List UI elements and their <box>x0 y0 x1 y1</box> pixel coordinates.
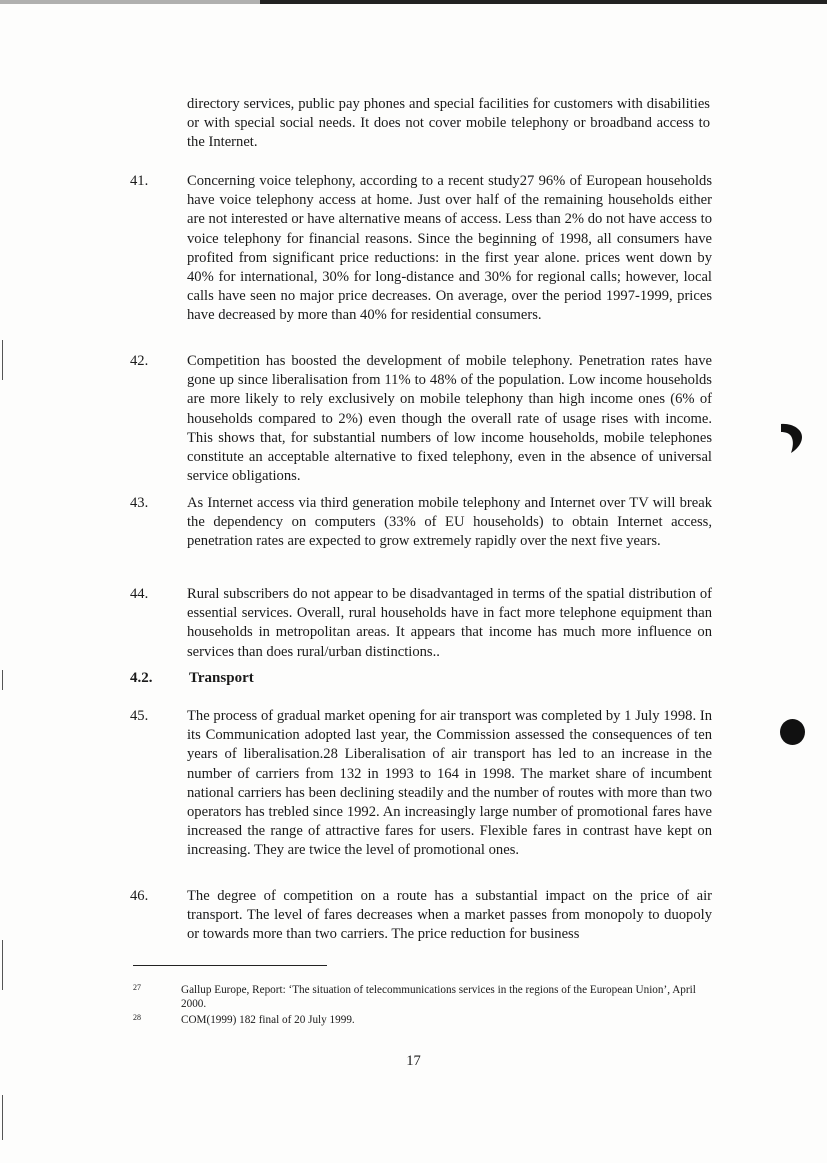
paragraph-45 <box>130 707 712 861</box>
section-number: 4.2. <box>130 670 153 686</box>
paragraph-46 <box>130 887 712 945</box>
page-number: 17 <box>406 1053 421 1069</box>
scan-edge-mark <box>2 940 3 990</box>
scan-edge-mark <box>2 340 3 380</box>
intro-paragraph: directory services, public pay phones and special facilities for customers with disabilities or with special social needs. It does not cover mobile telephony or broadband access to the Internet. <box>187 96 710 151</box>
paragraph-43 <box>130 494 712 552</box>
paragraph-text: Rural subscribers do not appear to be disadvantaged in terms of the spatial distribution of essential services. Overall, rural households have in fact more telephone equipment than households in metropolitan areas. It appears that income has much more influence on services than does rural/urban distinctions.. <box>187 586 712 660</box>
footnote-28 <box>133 1014 715 1028</box>
paragraph-number: 41. <box>130 173 149 189</box>
paragraph-number: 44. <box>130 586 149 602</box>
paragraph-number: 42. <box>130 353 149 369</box>
footnote-mark: 28 <box>133 1013 141 1022</box>
footnote-separator <box>133 965 327 966</box>
paragraph-number: 43. <box>130 495 149 511</box>
footnote-text: COM(1999) 182 final of 20 July 1999. <box>181 1014 355 1026</box>
paragraph-text: The degree of competition on a route has a substantial impact on the price of air transport. The level of fares decreases when a market passes from monopoly to duopoly or towards more than two carriers. The price reduction for business <box>187 888 712 943</box>
paragraph-text: Concerning voice telephony, according to a recent study27 96% of European households have voice telephony access at home. Just over half of the remaining households either are not interested or have alternative means of access. Less than 2% do not have access to voice telephony for financial reasons. Since the beginning of 1998, all consumers have profited from significant price reductions: in the first year alone. prices went down by 40% for international, 30% for long-distance and 30% for regional calls; however, local calls have seen no major price decreases. On average, over the period 1997-1999, prices have decreased by more than 40% for residential consumers. <box>187 173 712 324</box>
scan-top-rule-fade <box>0 0 260 4</box>
paragraph-text: Competition has boosted the development of mobile telephony. Penetration rates have gone up since liberalisation from 11% to 48% of the population. Low income households are more likely to rely exclusively on mobile telephony than high income ones (6% of households compared to 2%) even though the overall rate of usage rises with income. This shows that, for substantial numbers of low income households, mobile telephones constitute an acceptable alternative to fixed telephony, even in the absence of universal service obligations. <box>187 353 712 485</box>
footnote-mark: 27 <box>133 983 141 992</box>
section-heading <box>130 670 712 687</box>
scan-edge-mark <box>2 1095 3 1140</box>
paragraph-41 <box>130 172 712 326</box>
paragraph-number: 45. <box>130 708 149 724</box>
paragraph-text: The process of gradual market opening for air transport was completed by 1 July 1998. In its Communication adopted last year, the Commission assessed the consequences of ten years of liberalisation.28 Liberalisation of air transport has led to an increase in the number of carriers from 132 in 1993 to 164 in 1998. The market share of incumbent national carriers has been declining steadily and the number of routes with more than two operators has trebled since 1992. An increasingly large number of promotional fares have increased the range of attractive fares for users. Flexible fares in contrast have kept on increasing. They are twice the level of promotional ones. <box>187 708 712 859</box>
section-title: Transport <box>189 670 254 686</box>
binder-hole-mark <box>778 421 806 455</box>
paragraph-42 <box>130 352 712 486</box>
footnote-text: Gallup Europe, Report: ‘The situation of telecommunications services in the regions of the European Union’, April 2000. <box>181 984 696 1010</box>
binder-hole-dot <box>780 719 805 745</box>
paragraph-text: As Internet access via third generation mobile telephony and Internet over TV will break the dependency on computers (33% of EU households) to obtain Internet access, penetration rates are expected to grow extremely rapidly over the next five years. <box>187 495 712 550</box>
footnote-27 <box>133 984 715 1011</box>
scan-edge-mark <box>2 670 3 690</box>
paragraph-number: 46. <box>130 888 149 904</box>
paragraph-44 <box>130 585 712 662</box>
